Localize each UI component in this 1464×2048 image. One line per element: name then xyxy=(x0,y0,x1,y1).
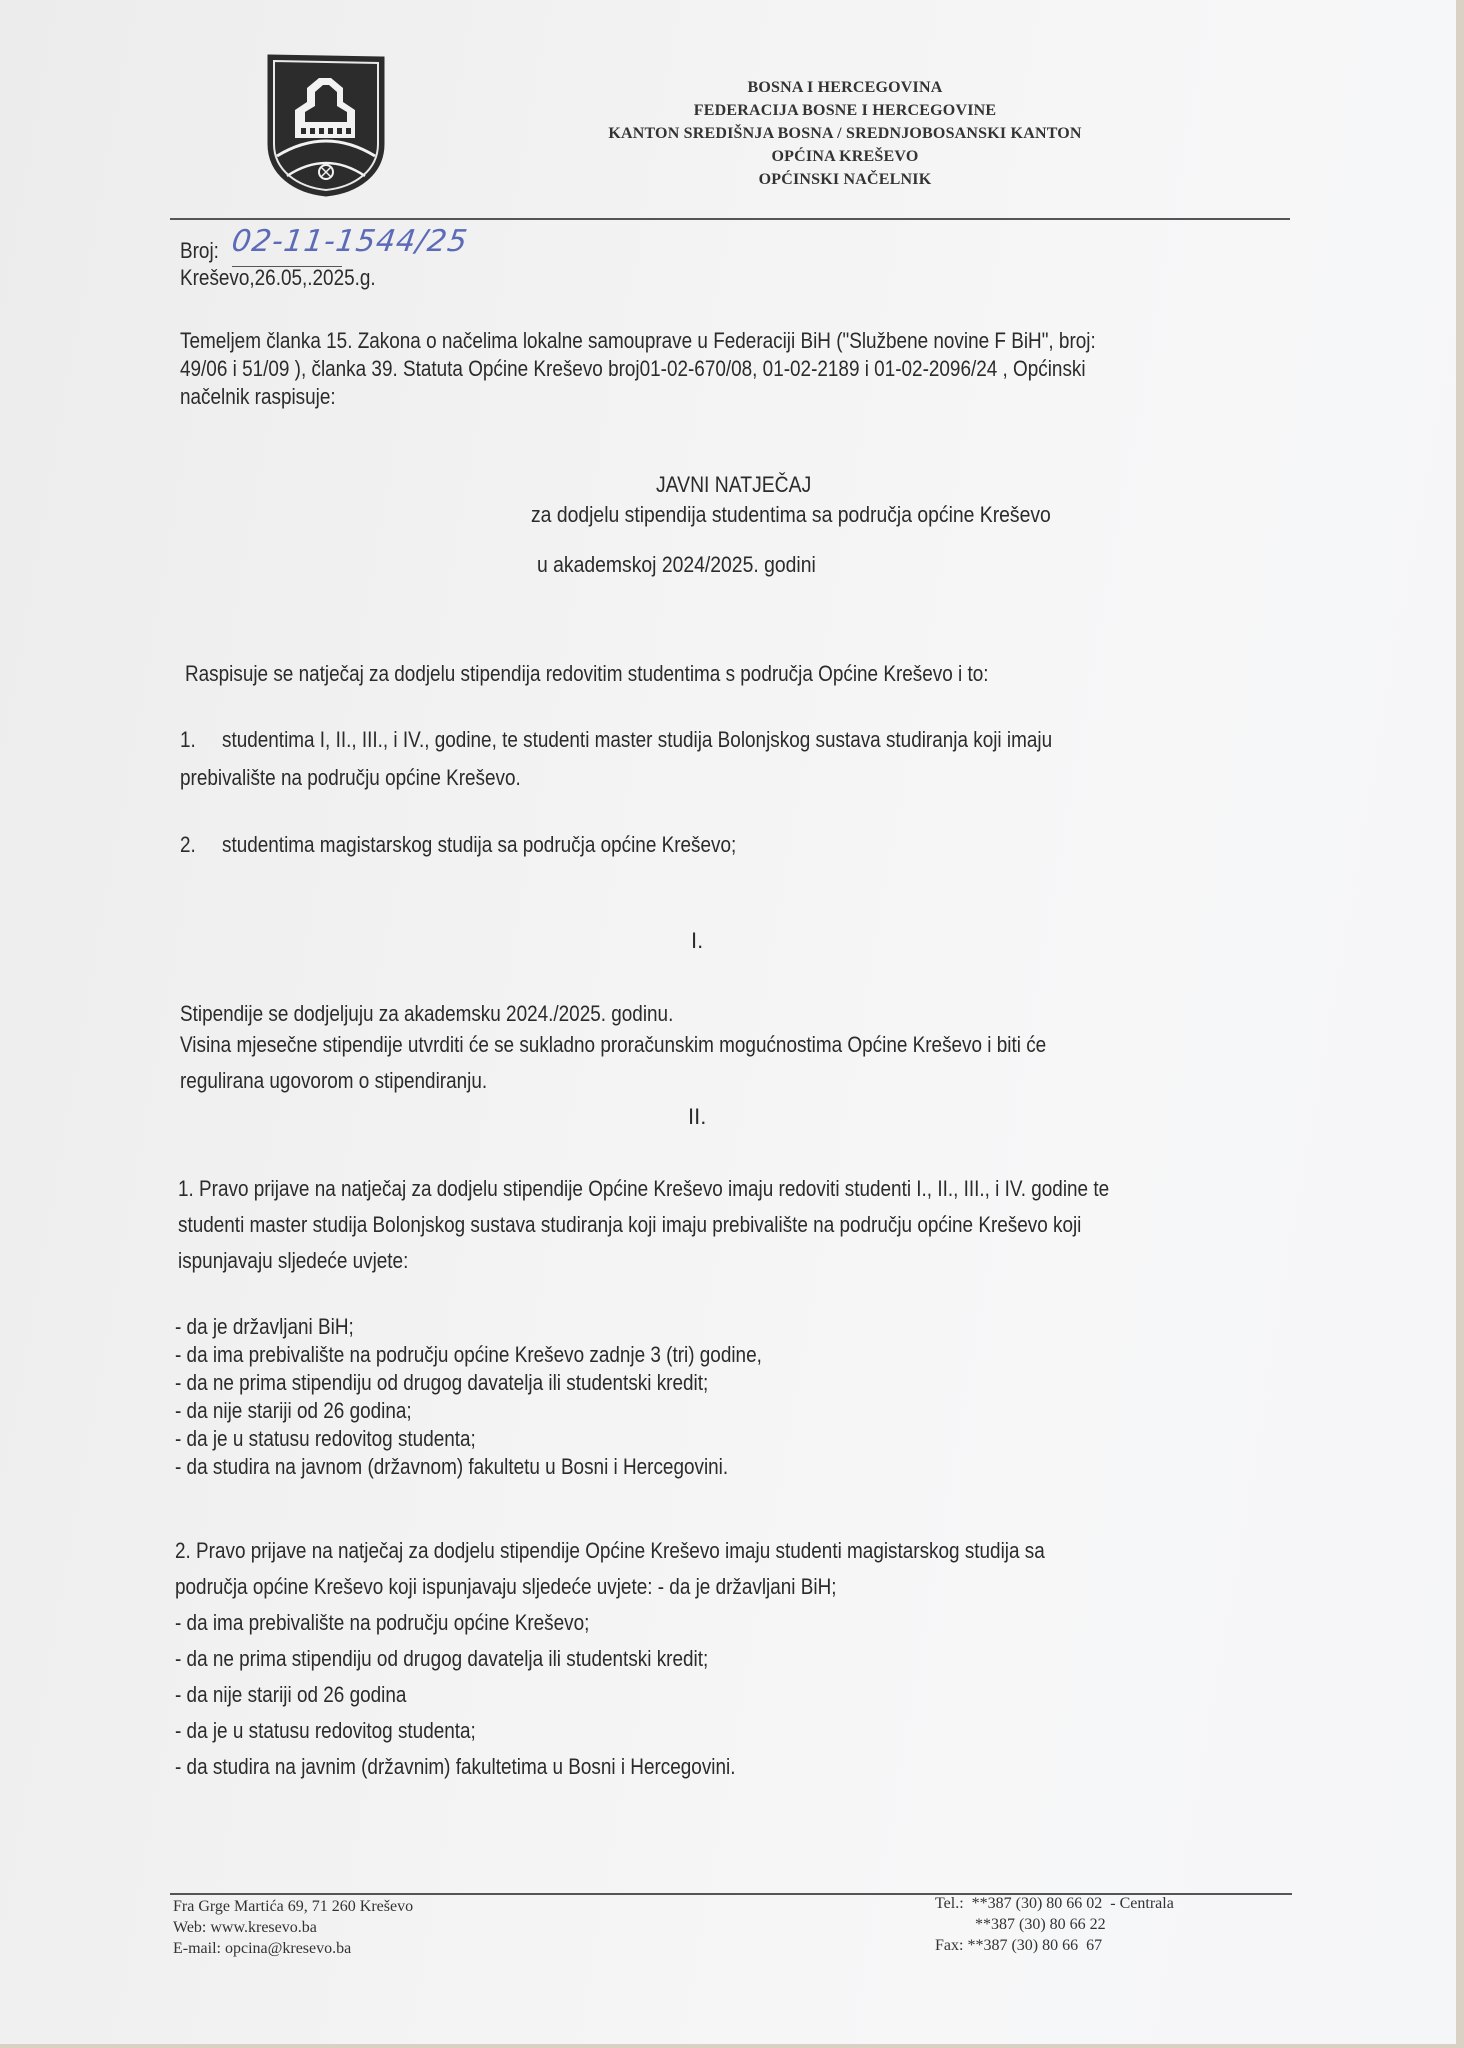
section-II-heading: II. xyxy=(688,1104,707,1129)
footer-tel-central: Tel.: **387 (30) 80 66 02 - Centrala xyxy=(935,1895,1174,1912)
place-and-date: Kreševo,26.05,.2025.g. xyxy=(180,265,376,290)
letterhead-line-municipality: OPĆINA KREŠEVO xyxy=(771,148,919,165)
municipality-coat-of-arms-icon xyxy=(265,52,387,198)
section-I-line-2: Visina mjesečne stipendije utvrditi će se sukladno proračunskim mogućnostima Općine Kreševo i biti će xyxy=(180,1032,1047,1057)
footer-tel-secondary: **387 (30) 80 66 22 xyxy=(935,1916,1106,1933)
header-divider xyxy=(170,218,1290,220)
footer-address: Fra Grge Martića 69, 71 260 Kreševo xyxy=(173,1898,414,1915)
section-II-point-2-line-1: 2. Pravo prijave na natječaj za dodjelu stipendije Općine Kreševo imaju studenti magistarskog studija sa xyxy=(175,1538,1045,1563)
point-1-condition: - da studira na javnom (državnom) fakultetu u Bosni i Hercegovini. xyxy=(175,1454,729,1479)
category-2-line-1: studentima magistarskog studija sa područja općine Kreševo; xyxy=(222,832,737,857)
letterhead-line-canton: KANTON SREDIŠNJA BOSNA / SREDNJOBOSANSKI KANTON xyxy=(608,125,1082,142)
point-2-condition: - da studira na javnim (državnim) fakultetima u Bosni i Hercegovini. xyxy=(175,1754,736,1779)
letterhead-line-mayor: OPĆINSKI NAČELNIK xyxy=(758,171,932,188)
section-I-line-1: Stipendije se dodjeljuju za akademsku 2024./2025. godinu. xyxy=(180,1001,674,1026)
section-I-line-3: regulirana ugovorom o stipendiranju. xyxy=(180,1068,488,1093)
section-II-point-1-line-3: ispunjavaju sljedeće uvjete: xyxy=(178,1248,409,1273)
point-1-condition: - da ima prebivalište na području općine Kreševo zadnje 3 (tri) godine, xyxy=(175,1342,762,1367)
footer-email: E-mail: opcina@kresevo.ba xyxy=(173,1940,352,1957)
footer-contact-phone xyxy=(935,1893,1174,1956)
intro-text: Raspisuje se natječaj za dodjelu stipendija redovitim studentima s područja Općine Kreševo i to: xyxy=(185,661,989,686)
preamble-line-3: načelnik raspisuje: xyxy=(180,384,336,409)
footer-fax: Fax: **387 (30) 80 66 67 xyxy=(935,1937,1103,1954)
point-2-condition: - da ne prima stipendiju od drugog davatelja ili studentski kredit; xyxy=(175,1646,709,1671)
section-II-point-1-line-1: 1. Pravo prijave na natječaj za dodjelu stipendije Općine Kreševo imaju redoviti studenti I., II., III., i IV. godine te xyxy=(178,1176,1110,1201)
preamble-line-1: Temeljem članka 15. Zakona o načelima lokalne samouprave u Federaciji BiH ("Službene novine F BiH", broj: xyxy=(180,328,1096,353)
section-II-point-2-line-2: područja općine Kreševo koji ispunjavaju sljedeće uvjete: - da je državljani BiH; xyxy=(175,1574,837,1599)
point-1-condition: - da nije stariji od 26 godina; xyxy=(175,1398,412,1423)
document-year-line: u akademskoj 2024/2025. godini xyxy=(537,552,816,577)
category-2-number: 2. xyxy=(180,832,196,857)
reference-number-label: Broj: xyxy=(180,238,219,263)
letterhead-line-federation: FEDERACIJA BOSNE I HERCEGOVINE xyxy=(693,102,997,119)
point-2-condition: - da nije stariji od 26 godina xyxy=(175,1682,407,1707)
reference-number-handwritten: 02-11-1544/25 xyxy=(229,224,471,259)
letterhead xyxy=(520,76,1170,191)
point-2-condition: - da je u statusu redovitog studenta; xyxy=(175,1718,476,1743)
category-1-line-2: prebivalište na području općine Kreševo. xyxy=(180,765,521,790)
section-II-point-1-line-2: studenti master studija Bolonjskog sustava studiranja koji imaju prebivalište na području općine Kreševo koji xyxy=(178,1212,1082,1237)
preamble-line-2: 49/06 i 51/09 ), članka 39. Statuta Općine Kreševo broj01-02-670/08, 01-02-2189 i 01-02-2096/24 , Općinski xyxy=(180,356,1086,381)
footer-web: Web: www.kresevo.ba xyxy=(173,1919,317,1936)
letterhead-line-country: BOSNA I HERCEGOVINA xyxy=(747,79,943,96)
category-1-line-1: studentima I, II., III., i IV., godine, te studenti master studija Bolonjskog sustava studiranja koji imaju xyxy=(222,727,1053,752)
point-2-condition: - da ima prebivalište na području općine Kreševo; xyxy=(175,1610,590,1635)
document-subtitle: za dodjelu stipendija studentima sa područja općine Kreševo xyxy=(531,502,1051,527)
footer-contact-address xyxy=(173,1896,413,1959)
point-1-condition: - da je u statusu redovitog studenta; xyxy=(175,1426,476,1451)
document-title: JAVNI NATJEČAJ xyxy=(656,472,812,497)
section-I-heading: I. xyxy=(691,928,704,953)
point-1-condition: - da je državljani BiH; xyxy=(175,1314,354,1339)
category-1-number: 1. xyxy=(180,727,196,752)
point-1-condition: - da ne prima stipendiju od drugog davatelja ili studentski kredit; xyxy=(175,1370,709,1395)
